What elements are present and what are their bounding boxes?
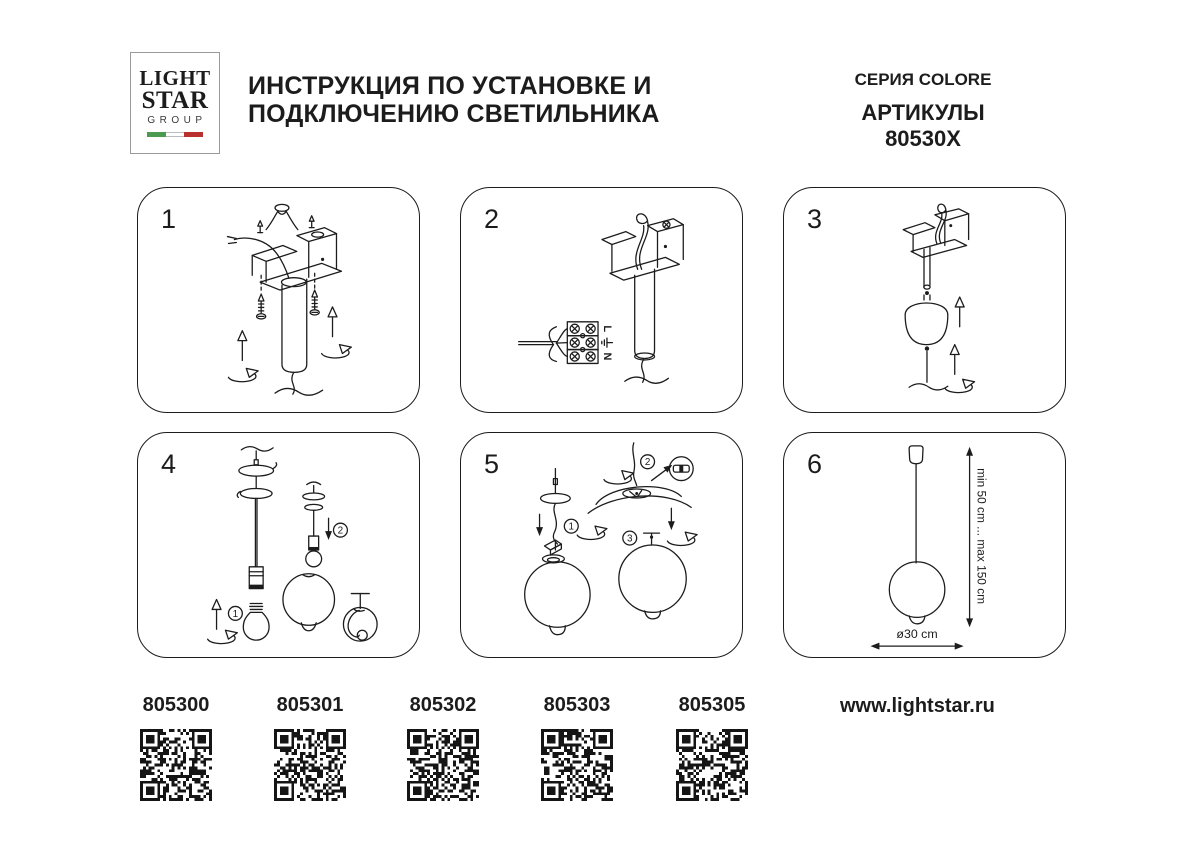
article-block [262,694,358,801]
step3-drawing [784,188,1065,412]
article-block [529,694,625,801]
step-number: 5 [484,449,500,479]
ceiling-hook-icon [266,204,298,229]
supply-cable [519,327,568,362]
glass-shade-left [525,555,590,635]
step-number: 3 [807,204,823,234]
badge-2 [334,523,348,537]
logo-text-star: STAR [141,86,209,114]
step2-drawing [461,188,742,412]
svg-text:3: 3 [626,533,633,545]
svg-text:1: 1 [232,608,239,620]
step-number: 1 [161,204,177,234]
finished-pendant [889,446,945,624]
article-block [395,694,491,801]
pendant-assembly-right [303,482,325,567]
canopy-shade [905,295,948,345]
logo-text-group: GROUP [147,114,207,126]
terminal-block [567,322,598,364]
qr-code [676,729,748,801]
qr-code [274,729,346,801]
series-block [823,70,1023,152]
svg-text:2: 2 [337,525,344,537]
terminal-label-neutral: N [600,352,613,361]
height-dimension [966,447,988,627]
article-number: 805305 [678,694,746,716]
pendant-cord-left [541,469,571,544]
badge-2 [641,455,655,469]
hook-wire [636,214,648,269]
step-panel-4 [137,432,420,658]
step-number: 2 [484,204,500,234]
screw-in-symbol-right [322,307,352,358]
article-block [664,694,760,801]
suspension-tube [635,269,655,360]
title-line-2: ПОДКЛЮЧЕНИЮ СВЕТИЛЬНИКА [248,100,660,128]
article-block [128,694,224,801]
step-number: 4 [161,449,177,479]
steps-grid [137,187,1066,658]
cord-below [909,346,948,390]
lightstar-logo [130,52,220,154]
suspension-tube [281,278,306,373]
qr-code [407,729,479,801]
step-panel-2 [460,187,743,413]
glass-shade-right [619,533,686,619]
height-label: min 50 cm ... max 150 cm [974,468,989,605]
screw-in-symbol-left [228,331,258,382]
page-title [248,72,660,128]
shade-with-bulb [343,594,377,642]
badge-3 [623,531,637,545]
step-panel-5 [460,432,743,658]
qr-code [541,729,613,801]
qr-code [140,729,212,801]
article-number: 805302 [409,694,477,716]
mounting-bracket [252,228,341,290]
series-label: СЕРИЯ COLORE [854,70,992,89]
diameter-dimension [870,627,963,649]
step-number: 6 [807,449,823,479]
website-link[interactable]: www.lightstar.ru [840,695,995,717]
pendant-assembly-left [237,447,276,589]
screw-in-symbol [945,345,975,393]
title-line-1: ИНСТРУКЦИЯ ПО УСТАНОВКЕ И [248,72,652,100]
article-number: 805300 [142,694,210,716]
step5-drawing [461,433,742,657]
step6-drawing [784,433,1065,657]
badge-1 [564,519,578,533]
step1-drawing [138,188,419,412]
logo-text-light: LIGHT [139,66,211,91]
badge-1 [228,606,242,620]
step4-drawing [138,433,419,657]
article-number: 805303 [543,694,611,716]
suspension-tube [924,247,930,295]
article-number: 805301 [276,694,344,716]
cord-grip [545,540,562,555]
bottom-cable [625,359,669,383]
ceiling-rose-detail [588,443,693,513]
earth-icon [602,338,613,347]
svg-text:2: 2 [644,457,651,469]
screw-in-symbol [208,600,238,644]
glass-shade [283,574,335,631]
articles-label: АРТИКУЛЫ 80530X [861,100,985,151]
mounting-bracket [602,219,683,280]
terminal-label-line: L [600,325,613,333]
svg-text:1: 1 [568,521,575,533]
light-bulb [243,603,269,640]
step-panel-6 [783,432,1066,658]
step-panel-1 [137,187,420,413]
italian-flag-icon [147,132,203,137]
step-panel-3 [783,187,1066,413]
diameter-label: ø30 cm [896,627,938,642]
